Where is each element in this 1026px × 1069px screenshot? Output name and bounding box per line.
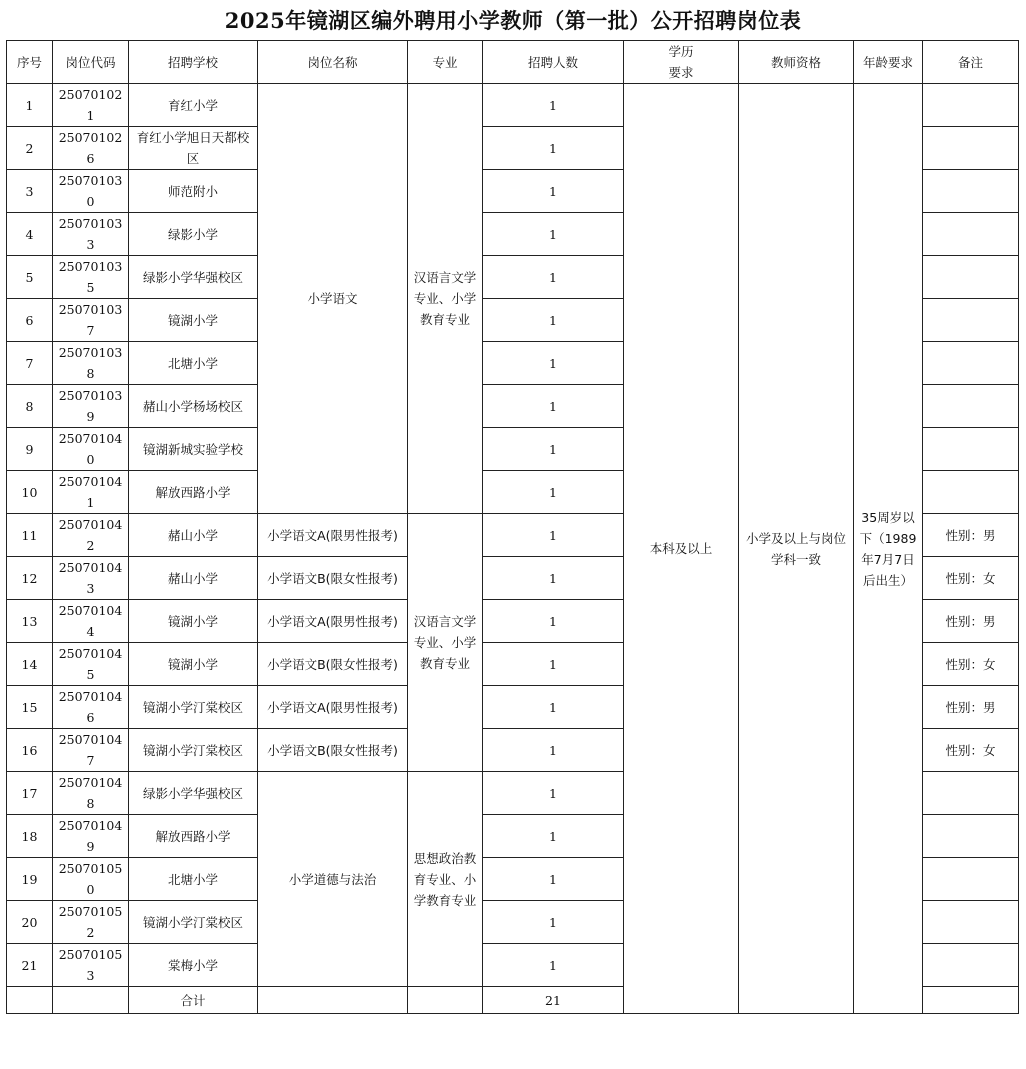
header-note: 备注: [923, 41, 1019, 84]
code-cell: 250701052: [53, 901, 129, 944]
position-cell: 小学语文A(限男性报考): [258, 686, 408, 729]
school-cell: 育红小学旭日天都校区: [129, 127, 258, 170]
code-cell: 250701035: [53, 256, 129, 299]
header-age: 年龄要求: [854, 41, 923, 84]
count-cell: 1: [483, 342, 624, 385]
code-cell: 250701053: [53, 944, 129, 987]
note-cell: [923, 213, 1019, 256]
code-cell: 250701038: [53, 342, 129, 385]
count-cell: 1: [483, 600, 624, 643]
seq-cell: 10: [7, 471, 53, 514]
count-cell: 1: [483, 858, 624, 901]
total-position-cell: [258, 987, 408, 1014]
header-seq: 序号: [7, 41, 53, 84]
seq-cell: 3: [7, 170, 53, 213]
seq-cell: 6: [7, 299, 53, 342]
note-cell: [923, 385, 1019, 428]
note-cell: 性别：女: [923, 729, 1019, 772]
position-cell: 小学语文B(限女性报考): [258, 729, 408, 772]
school-cell: 镜湖小学汀棠校区: [129, 729, 258, 772]
seq-cell: 19: [7, 858, 53, 901]
school-cell: 赭山小学: [129, 514, 258, 557]
note-cell: [923, 858, 1019, 901]
code-cell: 250701033: [53, 213, 129, 256]
note-cell: 性别：男: [923, 686, 1019, 729]
school-cell: 镜湖小学汀棠校区: [129, 686, 258, 729]
school-cell: 绿影小学华强校区: [129, 256, 258, 299]
count-cell: 1: [483, 213, 624, 256]
count-cell: 1: [483, 772, 624, 815]
note-cell: [923, 944, 1019, 987]
total-seq-cell: [7, 987, 53, 1014]
code-cell: 250701026: [53, 127, 129, 170]
position-cell: 小学语文B(限女性报考): [258, 643, 408, 686]
note-cell: 性别：男: [923, 600, 1019, 643]
school-cell: 北塘小学: [129, 342, 258, 385]
total-count: 21: [483, 987, 624, 1014]
note-cell: [923, 772, 1019, 815]
seq-cell: 7: [7, 342, 53, 385]
note-cell: 性别：女: [923, 643, 1019, 686]
note-cell: [923, 901, 1019, 944]
seq-cell: 15: [7, 686, 53, 729]
position-cell: 小学语文: [258, 84, 408, 514]
seq-cell: 8: [7, 385, 53, 428]
education-cell: 本科及以上: [624, 84, 739, 1014]
note-cell: [923, 342, 1019, 385]
note-cell: [923, 815, 1019, 858]
seq-cell: 9: [7, 428, 53, 471]
seq-cell: 16: [7, 729, 53, 772]
count-cell: 1: [483, 944, 624, 987]
note-cell: [923, 256, 1019, 299]
seq-cell: 2: [7, 127, 53, 170]
header-row: [7, 41, 1019, 84]
seq-cell: 18: [7, 815, 53, 858]
note-cell: 性别：男: [923, 514, 1019, 557]
note-cell: [923, 299, 1019, 342]
code-cell: 250701049: [53, 815, 129, 858]
header-code: 岗位代码: [53, 41, 129, 84]
count-cell: 1: [483, 686, 624, 729]
major-cell: 汉语言文学专业、小学教育专业: [408, 84, 483, 514]
school-cell: 赭山小学杨场校区: [129, 385, 258, 428]
code-cell: 250701047: [53, 729, 129, 772]
school-cell: 镜湖新城实验学校: [129, 428, 258, 471]
total-major-cell: [408, 987, 483, 1014]
total-code-cell: [53, 987, 129, 1014]
code-cell: 250701043: [53, 557, 129, 600]
total-label: 合计: [129, 987, 258, 1014]
header-education: 学历 要求: [624, 41, 739, 84]
school-cell: 北塘小学: [129, 858, 258, 901]
seq-cell: 11: [7, 514, 53, 557]
count-cell: 1: [483, 729, 624, 772]
code-cell: 250701050: [53, 858, 129, 901]
position-cell: 小学语文A(限男性报考): [258, 514, 408, 557]
seq-cell: 14: [7, 643, 53, 686]
school-cell: 赭山小学: [129, 557, 258, 600]
school-cell: 镜湖小学汀棠校区: [129, 901, 258, 944]
code-cell: 250701048: [53, 772, 129, 815]
table-body: [7, 84, 1019, 1014]
seq-cell: 5: [7, 256, 53, 299]
note-cell: [923, 428, 1019, 471]
code-cell: 250701021: [53, 84, 129, 127]
header-major: 专业: [408, 41, 483, 84]
count-cell: 1: [483, 170, 624, 213]
position-cell: 小学语文A(限男性报考): [258, 600, 408, 643]
page-title: 2025年镜湖区编外聘用小学教师（第一批）公开招聘岗位表: [224, 8, 802, 33]
count-cell: 1: [483, 557, 624, 600]
count-cell: 1: [483, 256, 624, 299]
count-cell: 1: [483, 471, 624, 514]
major-cell: 思想政治教育专业、小学教育专业: [408, 772, 483, 987]
count-cell: 1: [483, 127, 624, 170]
note-cell: [923, 471, 1019, 514]
count-cell: 1: [483, 514, 624, 557]
seq-cell: 12: [7, 557, 53, 600]
header-qualification: 教师资格: [739, 41, 854, 84]
position-cell: 小学道德与法治: [258, 772, 408, 987]
table-row: [7, 84, 1019, 127]
school-cell: 绿影小学: [129, 213, 258, 256]
header-position: 岗位名称: [258, 41, 408, 84]
code-cell: 250701040: [53, 428, 129, 471]
school-cell: 镜湖小学: [129, 600, 258, 643]
code-cell: 250701044: [53, 600, 129, 643]
school-cell: 镜湖小学: [129, 299, 258, 342]
code-cell: 250701045: [53, 643, 129, 686]
code-cell: 250701037: [53, 299, 129, 342]
seq-cell: 20: [7, 901, 53, 944]
qualification-cell: 小学及以上与岗位学科一致: [739, 84, 854, 1014]
code-cell: 250701042: [53, 514, 129, 557]
school-cell: 镜湖小学: [129, 643, 258, 686]
school-cell: 解放西路小学: [129, 471, 258, 514]
seq-cell: 13: [7, 600, 53, 643]
header-count: 招聘人数: [483, 41, 624, 84]
code-cell: 250701039: [53, 385, 129, 428]
school-cell: 解放西路小学: [129, 815, 258, 858]
header-school: 招聘学校: [129, 41, 258, 84]
note-cell: [923, 127, 1019, 170]
school-cell: 棠梅小学: [129, 944, 258, 987]
count-cell: 1: [483, 385, 624, 428]
note-cell: [923, 170, 1019, 213]
count-cell: 1: [483, 815, 624, 858]
count-cell: 1: [483, 428, 624, 471]
code-cell: 250701030: [53, 170, 129, 213]
note-cell: 性别：女: [923, 557, 1019, 600]
count-cell: 1: [483, 901, 624, 944]
seq-cell: 21: [7, 944, 53, 987]
major-cell: 汉语言文学专业、小学教育专业: [408, 514, 483, 772]
position-cell: 小学语文B(限女性报考): [258, 557, 408, 600]
code-cell: 250701041: [53, 471, 129, 514]
school-cell: 育红小学: [129, 84, 258, 127]
count-cell: 1: [483, 299, 624, 342]
count-cell: 1: [483, 643, 624, 686]
total-note-cell: [923, 987, 1019, 1014]
school-cell: 绿影小学华强校区: [129, 772, 258, 815]
age-cell: 35周岁以下（1989年7月7日后出生）: [854, 84, 923, 1014]
code-cell: 250701046: [53, 686, 129, 729]
seq-cell: 1: [7, 84, 53, 127]
seq-cell: 17: [7, 772, 53, 815]
seq-cell: 4: [7, 213, 53, 256]
school-cell: 师范附小: [129, 170, 258, 213]
recruitment-table: [6, 40, 1019, 1014]
count-cell: 1: [483, 84, 624, 127]
note-cell: [923, 84, 1019, 127]
